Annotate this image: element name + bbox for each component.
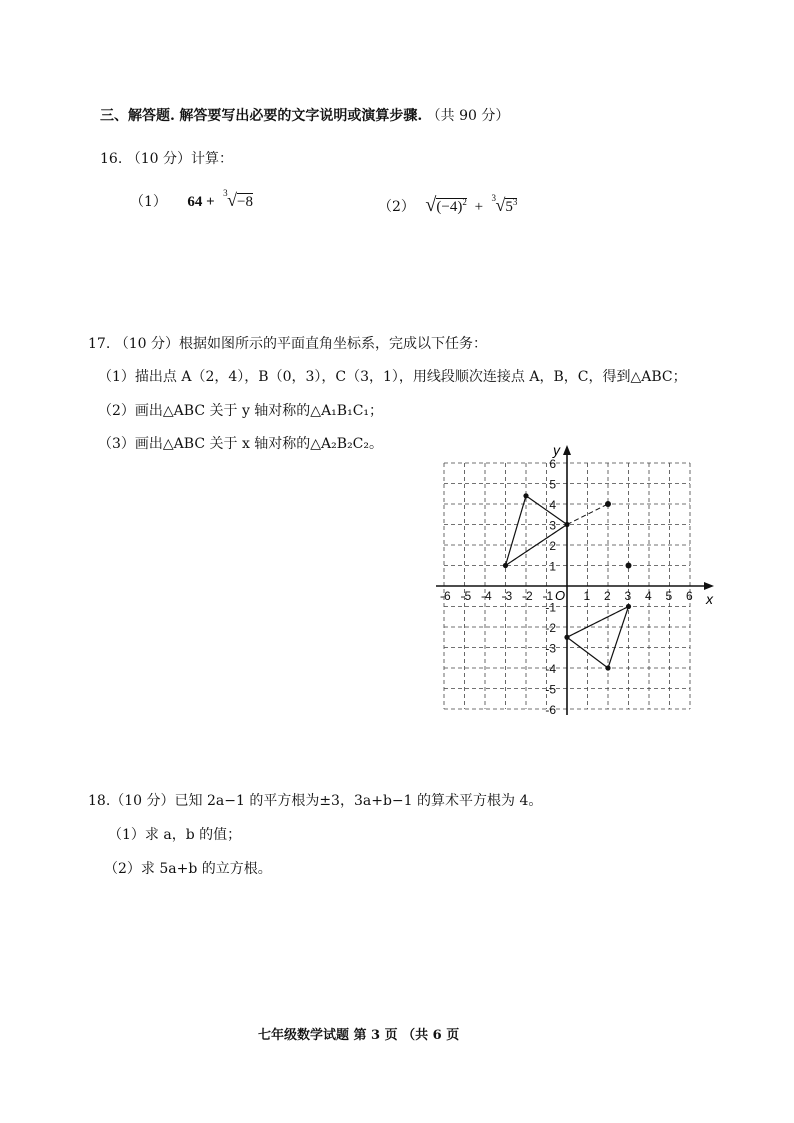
x-axis-label: x (706, 591, 713, 607)
section-header (100, 105, 509, 125)
section-score: （共 90 分） (426, 108, 510, 124)
q16-score: （10 分） (126, 151, 191, 167)
y-tick-label: -1 (545, 600, 556, 615)
axes (436, 445, 714, 715)
q17-number: 17. (88, 336, 111, 352)
x-tick-label: -5 (460, 589, 472, 603)
q16-part2: （2） $√(-4)^2$ + 3 $√5^3$ (378, 193, 518, 216)
q16-part1-lead: 64 + (187, 194, 215, 210)
x-tick-label: 1 (583, 589, 591, 603)
y-tick-label: -2 (545, 621, 556, 635)
x-tick-label: -1 (542, 589, 554, 603)
q17-prompt: 根据如图所示的平面直角坐标系，完成以下任务： (178, 336, 487, 352)
vertex-point (605, 665, 610, 670)
q18-number: 18. (88, 793, 111, 809)
page-footer: 七年级数学试题 第 3 页 （共 6 页 (258, 1028, 460, 1043)
y-axis-label: y (553, 442, 560, 458)
section-heading: 三、解答题. (100, 108, 175, 124)
y-tick-label: 6 (549, 457, 556, 471)
x-tick-label: 2 (604, 589, 611, 603)
y-tick-label: -5 (545, 682, 556, 697)
x-tick-label: -6 (440, 589, 451, 603)
q16-header (100, 148, 233, 168)
q16-part1 (130, 190, 253, 211)
y-tick-label: 4 (549, 498, 556, 512)
y-tick-label: -6 (545, 703, 556, 717)
triangle-lower (567, 607, 629, 669)
q17-task3: （3）画出△ABC 关于 x 轴对称的△A₂B₂C₂。 (98, 436, 384, 452)
q18-prompt: 已知 2a−1 的平方根为±3，3a+b−1 的算术平方根为 4。 (174, 793, 543, 809)
q18-part2: （2）求 5a+b 的立方根。 (104, 861, 272, 877)
y-tick-label: 1 (549, 559, 556, 574)
q18-part1: （1）求 a，b 的值； (108, 827, 242, 843)
y-axis-arrow (563, 445, 571, 455)
q17-header (88, 333, 487, 353)
x-axis-arrow (704, 582, 714, 590)
coordinate-grid (430, 438, 730, 728)
q18-score: （10 分） (110, 793, 175, 809)
origin-label: O (555, 588, 566, 603)
q16-prompt: 计算： (190, 151, 233, 167)
x-tick-label: 3 (624, 589, 632, 603)
y-tick-label: 5 (549, 477, 556, 492)
x-tick-label: -4 (481, 589, 492, 603)
q16-part1-cbrt: 3 √−8 (223, 188, 253, 210)
x-tick-label: -2 (522, 589, 533, 603)
q17-score: （10 分） (114, 336, 179, 352)
x-tick-label: 5 (665, 589, 673, 603)
q16-part1-label: （1） (130, 194, 167, 210)
vertex-point (523, 493, 528, 498)
q16-part2-label: （2） (378, 199, 415, 215)
q18-header (88, 790, 542, 810)
section-instruction: 解答要写出必要的文字说明或演算步骤. (179, 108, 423, 124)
marked-point (626, 563, 632, 569)
q16-part2-sqrt: $√(-4)^2$ (425, 194, 467, 216)
y-tick-label: 2 (549, 539, 556, 553)
q17-task1: （1）描出点 A（2，4），B（0，3），C（3，1），用线段顺次连接点 A，B，C，得到△ABC； (98, 369, 687, 385)
q17-task2: （2）画出△ABC 关于 y 轴对称的△A₁B₁C₁； (98, 403, 384, 419)
y-tick-label: -3 (545, 641, 556, 656)
y-tick-label: -4 (545, 662, 556, 676)
x-tick-label: 4 (645, 589, 652, 603)
x-tick-label: -3 (501, 589, 513, 603)
q16-number: 16. (100, 151, 123, 167)
y-tick-label: 3 (549, 518, 556, 533)
x-tick-label: 6 (686, 589, 693, 603)
marked-point (605, 501, 611, 507)
q16-part2-cbrt: 3 $√5^3$ (491, 193, 518, 215)
triangle-upper-left (506, 496, 568, 566)
